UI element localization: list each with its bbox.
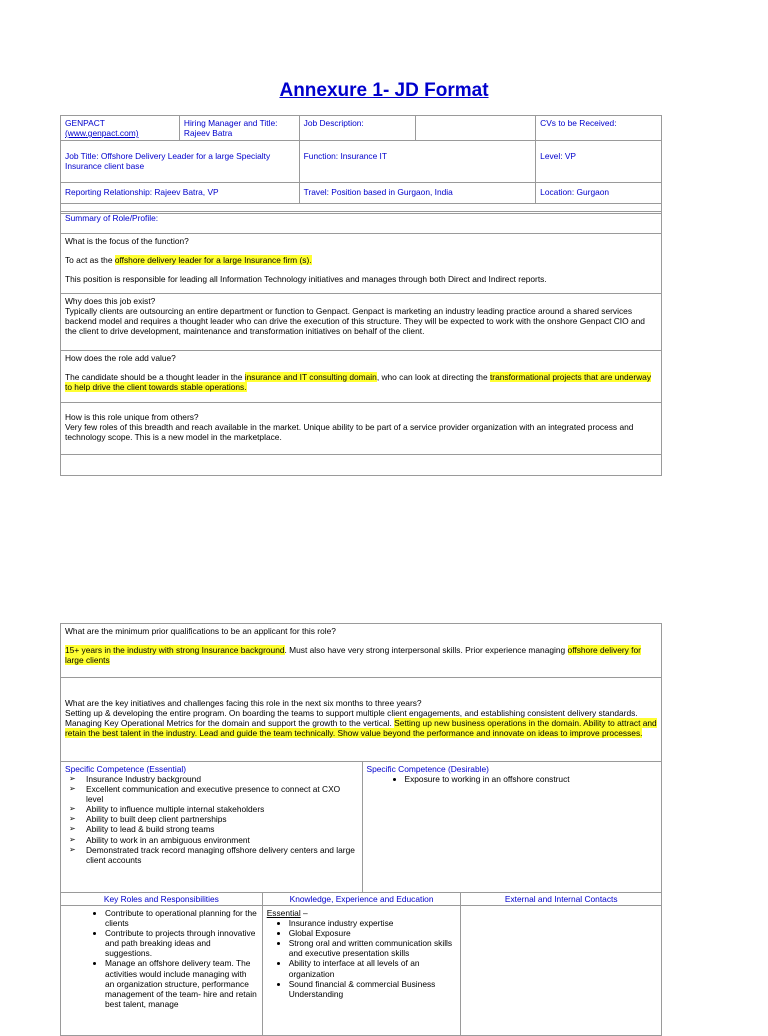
essential-competence <box>61 762 363 893</box>
knowledge-cell <box>262 906 461 1036</box>
list-item: ➢ Demonstrated track record managing offshore delivery centers and large client accounts <box>69 845 358 865</box>
location: Location: Gurgaon <box>536 183 662 204</box>
reporting-relationship: Reporting Relationship: Rajeev Batra, VP <box>61 183 300 204</box>
value-highlight-domain: insurance and IT consulting domain <box>244 372 377 383</box>
list-item: • Manage an offshore delivery team. The activities would include managing with an organization structure, performance management of the team- hire and retain best talent, manage <box>105 958 258 1008</box>
competence-table <box>60 761 662 893</box>
list-item: • Insurance industry expertise <box>289 918 457 928</box>
list-item: ➢ Ability to lead & build strong teams <box>69 824 358 834</box>
job-description-label: Job Description: <box>299 116 416 141</box>
contacts-header: External and Internal Contacts <box>461 893 662 906</box>
list-item: ➢ Ability to built deep client partnerships <box>69 814 358 824</box>
job-title: Job Title: Offshore Delivery Leader for a large Specialty Insurance client base <box>61 141 300 183</box>
summary-empty-row <box>61 455 662 476</box>
focus-question: What is the focus of the function? <box>65 236 189 246</box>
list-item: • Ability to interface at all levels of an organization <box>289 958 457 978</box>
qualifications-highlight-years: 15+ years in the industry with strong Insurance background <box>65 645 285 656</box>
list-item: • Contribute to projects through innovative and path breaking ideas and suggestions. <box>105 928 258 958</box>
why-section <box>61 294 662 351</box>
value-question: How does the role add value? <box>65 353 176 363</box>
unique-answer: Very few roles of this breadth and reach available in the market. Unique ability to be part of a service provider organization with an integrated process and technology scope. This is a new model in the marketplace. <box>65 422 634 443</box>
function: Function: Insurance IT <box>299 141 536 183</box>
qualifications-table <box>60 623 662 762</box>
list-item: ➢ Insurance Industry background <box>69 774 358 784</box>
desirable-competence-label: Specific Competence (Desirable) <box>366 764 489 774</box>
knowledge-header: Knowledge, Experience and Education <box>262 893 461 906</box>
qualifications-highlight-offshore: offshore delivery for large clients <box>65 645 641 666</box>
list-item: • Strong oral and written communication skills and executive presentation skills <box>289 938 457 958</box>
document-title: Annexure 1- JD Format <box>279 80 489 101</box>
initiatives-answer: Setting up & developing the entire program. On boarding the teams to support multiple client engagements, and establishing consistent delivery standards. Managing Key Operational Metrics for the domain and support the growth to the vertical. Setting up new business operations in the domain. Ability to attract and retain the best talent in the industry. Lead and guide the team technically. Show value beyond the performance and innovate on ideas to improve processes. <box>65 708 657 739</box>
list-item: • Contribute to operational planning for the clients <box>105 908 258 928</box>
list-item: ➢ Excellent communication and executive presence to connect at CXO level <box>69 784 358 804</box>
focus-highlight: offshore delivery leader for a large Insurance firm (s). <box>114 255 312 266</box>
company-link[interactable]: (www.genpact.com) <box>65 128 139 139</box>
unique-section <box>61 403 662 455</box>
why-question: Why does this job exist? <box>65 296 156 306</box>
hiring-manager-cell <box>179 116 299 141</box>
focus-detail: This position is responsible for leading all Information Technology initiatives and manages through both Direct and Indirect reports. <box>65 274 547 285</box>
roles-cell <box>61 906 263 1036</box>
cvs-label: CVs to be Received: <box>536 116 662 141</box>
hiring-manager-name: Rajeev Batra <box>183 128 233 139</box>
summary-label: Summary of Role/Profile: <box>61 212 662 234</box>
initiatives-highlight: Setting up new business operations in the domain. Ability to attract and retain the best talent in the industry. Lead and guide the team technically. Show value beyond the performance and innovate on ideas to improve processes. <box>65 718 657 739</box>
summary-table <box>60 211 662 476</box>
roles-header: Key Roles and Responsibilities <box>61 893 263 906</box>
company-cell <box>61 116 180 141</box>
contacts-cell <box>461 906 662 1036</box>
essential-competence-list <box>65 774 358 865</box>
focus-section <box>61 234 662 294</box>
knowledge-list <box>267 918 457 999</box>
list-item: ➢ Ability to work in an ambiguous environment <box>69 835 358 845</box>
desirable-competence <box>362 762 662 893</box>
why-answer: Typically clients are outsourcing an entire department or function to Genpact. Genpact is marketing an industry leading practice around a shared services backend model and requires a thought leader who can drive the execution of this structure. They will be expected to work with the onshore Genpact CIO and the client to drive development, maintenance and transformation initiatives on behalf of the client. <box>65 306 645 337</box>
job-header-table <box>60 115 662 214</box>
qualifications-answer: 15+ years in the industry with strong Insurance background. Must also have very strong interpersonal skills. Prior experience managing offshore delivery for large clients <box>65 645 641 666</box>
list-item: ➢ Ability to influence multiple internal stakeholders <box>69 804 358 814</box>
job-description-value <box>416 116 536 141</box>
essential-competence-label: Specific Competence (Essential) <box>65 764 187 774</box>
hiring-manager-label: Hiring Manager and Title: <box>183 118 278 128</box>
list-item: • Sound financial & commercial Business Understanding <box>289 979 457 999</box>
list-item: • Exposure to working in an offshore construct <box>405 774 658 784</box>
unique-question: How is this role unique from others? <box>65 412 199 422</box>
company-name: GENPACT <box>65 118 105 128</box>
qualifications-section <box>61 624 662 678</box>
roles-list <box>65 908 258 1009</box>
travel: Travel: Position based in Gurgaon, India <box>299 183 536 204</box>
qualifications-question: What are the minimum prior qualifications to be an applicant for this role? <box>65 626 336 636</box>
value-answer: The candidate should be a thought leader in the insurance and IT consulting domain, who can look at directing the transformational projects that are underway to help drive the client towards stable operations. <box>65 372 652 393</box>
initiatives-section <box>61 678 662 762</box>
roles-table <box>60 892 662 1036</box>
value-highlight-projects: transformational projects that are underway to help drive the client towards stable operations. <box>65 372 652 393</box>
essential-heading: Essential – <box>266 908 308 919</box>
desirable-competence-list <box>367 774 658 784</box>
list-item: • Global Exposure <box>289 928 457 938</box>
level: Level: VP <box>536 141 662 183</box>
value-section <box>61 351 662 403</box>
initiatives-question: What are the key initiatives and challenges facing this role in the next six months to three years? <box>65 698 422 708</box>
focus-answer: To act as the offshore delivery leader for a large Insurance firm (s). <box>65 255 312 266</box>
